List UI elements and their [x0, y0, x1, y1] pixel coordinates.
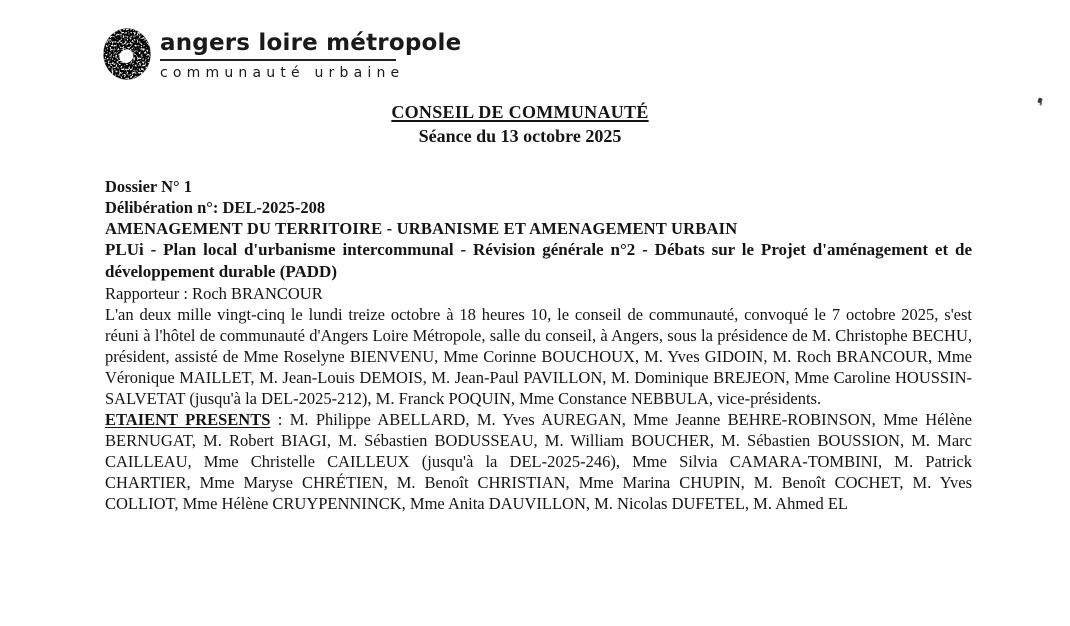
- dossier-number: Dossier N° 1: [105, 177, 192, 196]
- category-heading: AMENAGEMENT DU TERRITOIRE - URBANISME ET AMENAGEMENT URBAIN: [105, 219, 738, 238]
- logo-title: angers loire métropole: [160, 30, 462, 56]
- logo-divider: [160, 59, 396, 61]
- deliberation-number: Délibération n°: DEL-2025-208: [105, 198, 326, 217]
- logo: [103, 27, 461, 83]
- document-title: CONSEIL DE COMMUNAUTÉ: [391, 102, 649, 122]
- present-label: ETAIENT PRESENTS: [105, 410, 271, 429]
- session-date: Séance du 13 octobre 2025: [418, 126, 622, 146]
- title-block: [105, 102, 935, 147]
- document-body: [105, 176, 972, 514]
- present-names: : M. Philippe ABELLARD, M. Yves AUREGAN, Mme Jeanne BEHRE-ROBINSON, Mme Hélène BERNUGAT, M. Robert BIAGI, M. Sébastien BODUSSEAU, M. William BOUCHER, M. Sébastien BOUSSION, M. Marc CAILLEAU, Mme Christelle CAILLEUX (jusqu'à la DEL-2025-246), Mme Silvia CAMARA-TOMBINI, M. Patrick CHARTIER, Mme Maryse CHRÉTIEN, M. Benoît CHRISTIAN, Mme Marina CHUPIN, M. Benoît COCHET, M. Yves COLLIOT, Mme Hélène CRUYPENNINCK, Mme Anita DAUVILLON, M. Nicolas DUFETEL, M. Ahmed EL: [105, 410, 973, 513]
- angers-loire-metropole-logo-icon: [103, 27, 153, 83]
- subject-heading: PLUi - Plan local d'urbanisme intercommunal - Révision générale n°2 - Débats sur le Projet d'aménagement et de développement durable (PADD): [105, 240, 972, 281]
- session-paragraph: L'an deux mille vingt-cinq le lundi treize octobre à 18 heures 10, le conseil de communauté, convoqué le 7 octobre 2025, s'est réuni à l'hôtel de communauté d'Angers Loire Métropole, salle du conseil, à Angers, sous la présidence de M. Christophe BECHU, président, assisté de Mme Roselyne BIENVENU, Mme Corinne BOUCHOUX, M. Yves GIDOIN, M. Roch BRANCOUR, Mme Véronique MAILLET, M. Jean-Louis DEMOIS, M. Jean-Paul PAVILLON, M. Dominique BREJEON, Mme Caroline HOUSSIN-SALVETAT (jusqu'à la DEL-2025-212), M. Franck POQUIN, Mme Constance NEBBULA, vice-présidents.: [105, 305, 972, 408]
- logo-subtitle: communauté urbaine: [160, 65, 405, 81]
- present-paragraph: [105, 409, 972, 514]
- rapporteur-line: Rapporteur : Roch BRANCOUR: [105, 284, 323, 303]
- logo-text: [160, 27, 461, 81]
- scan-speck-artifact: [1037, 97, 1042, 103]
